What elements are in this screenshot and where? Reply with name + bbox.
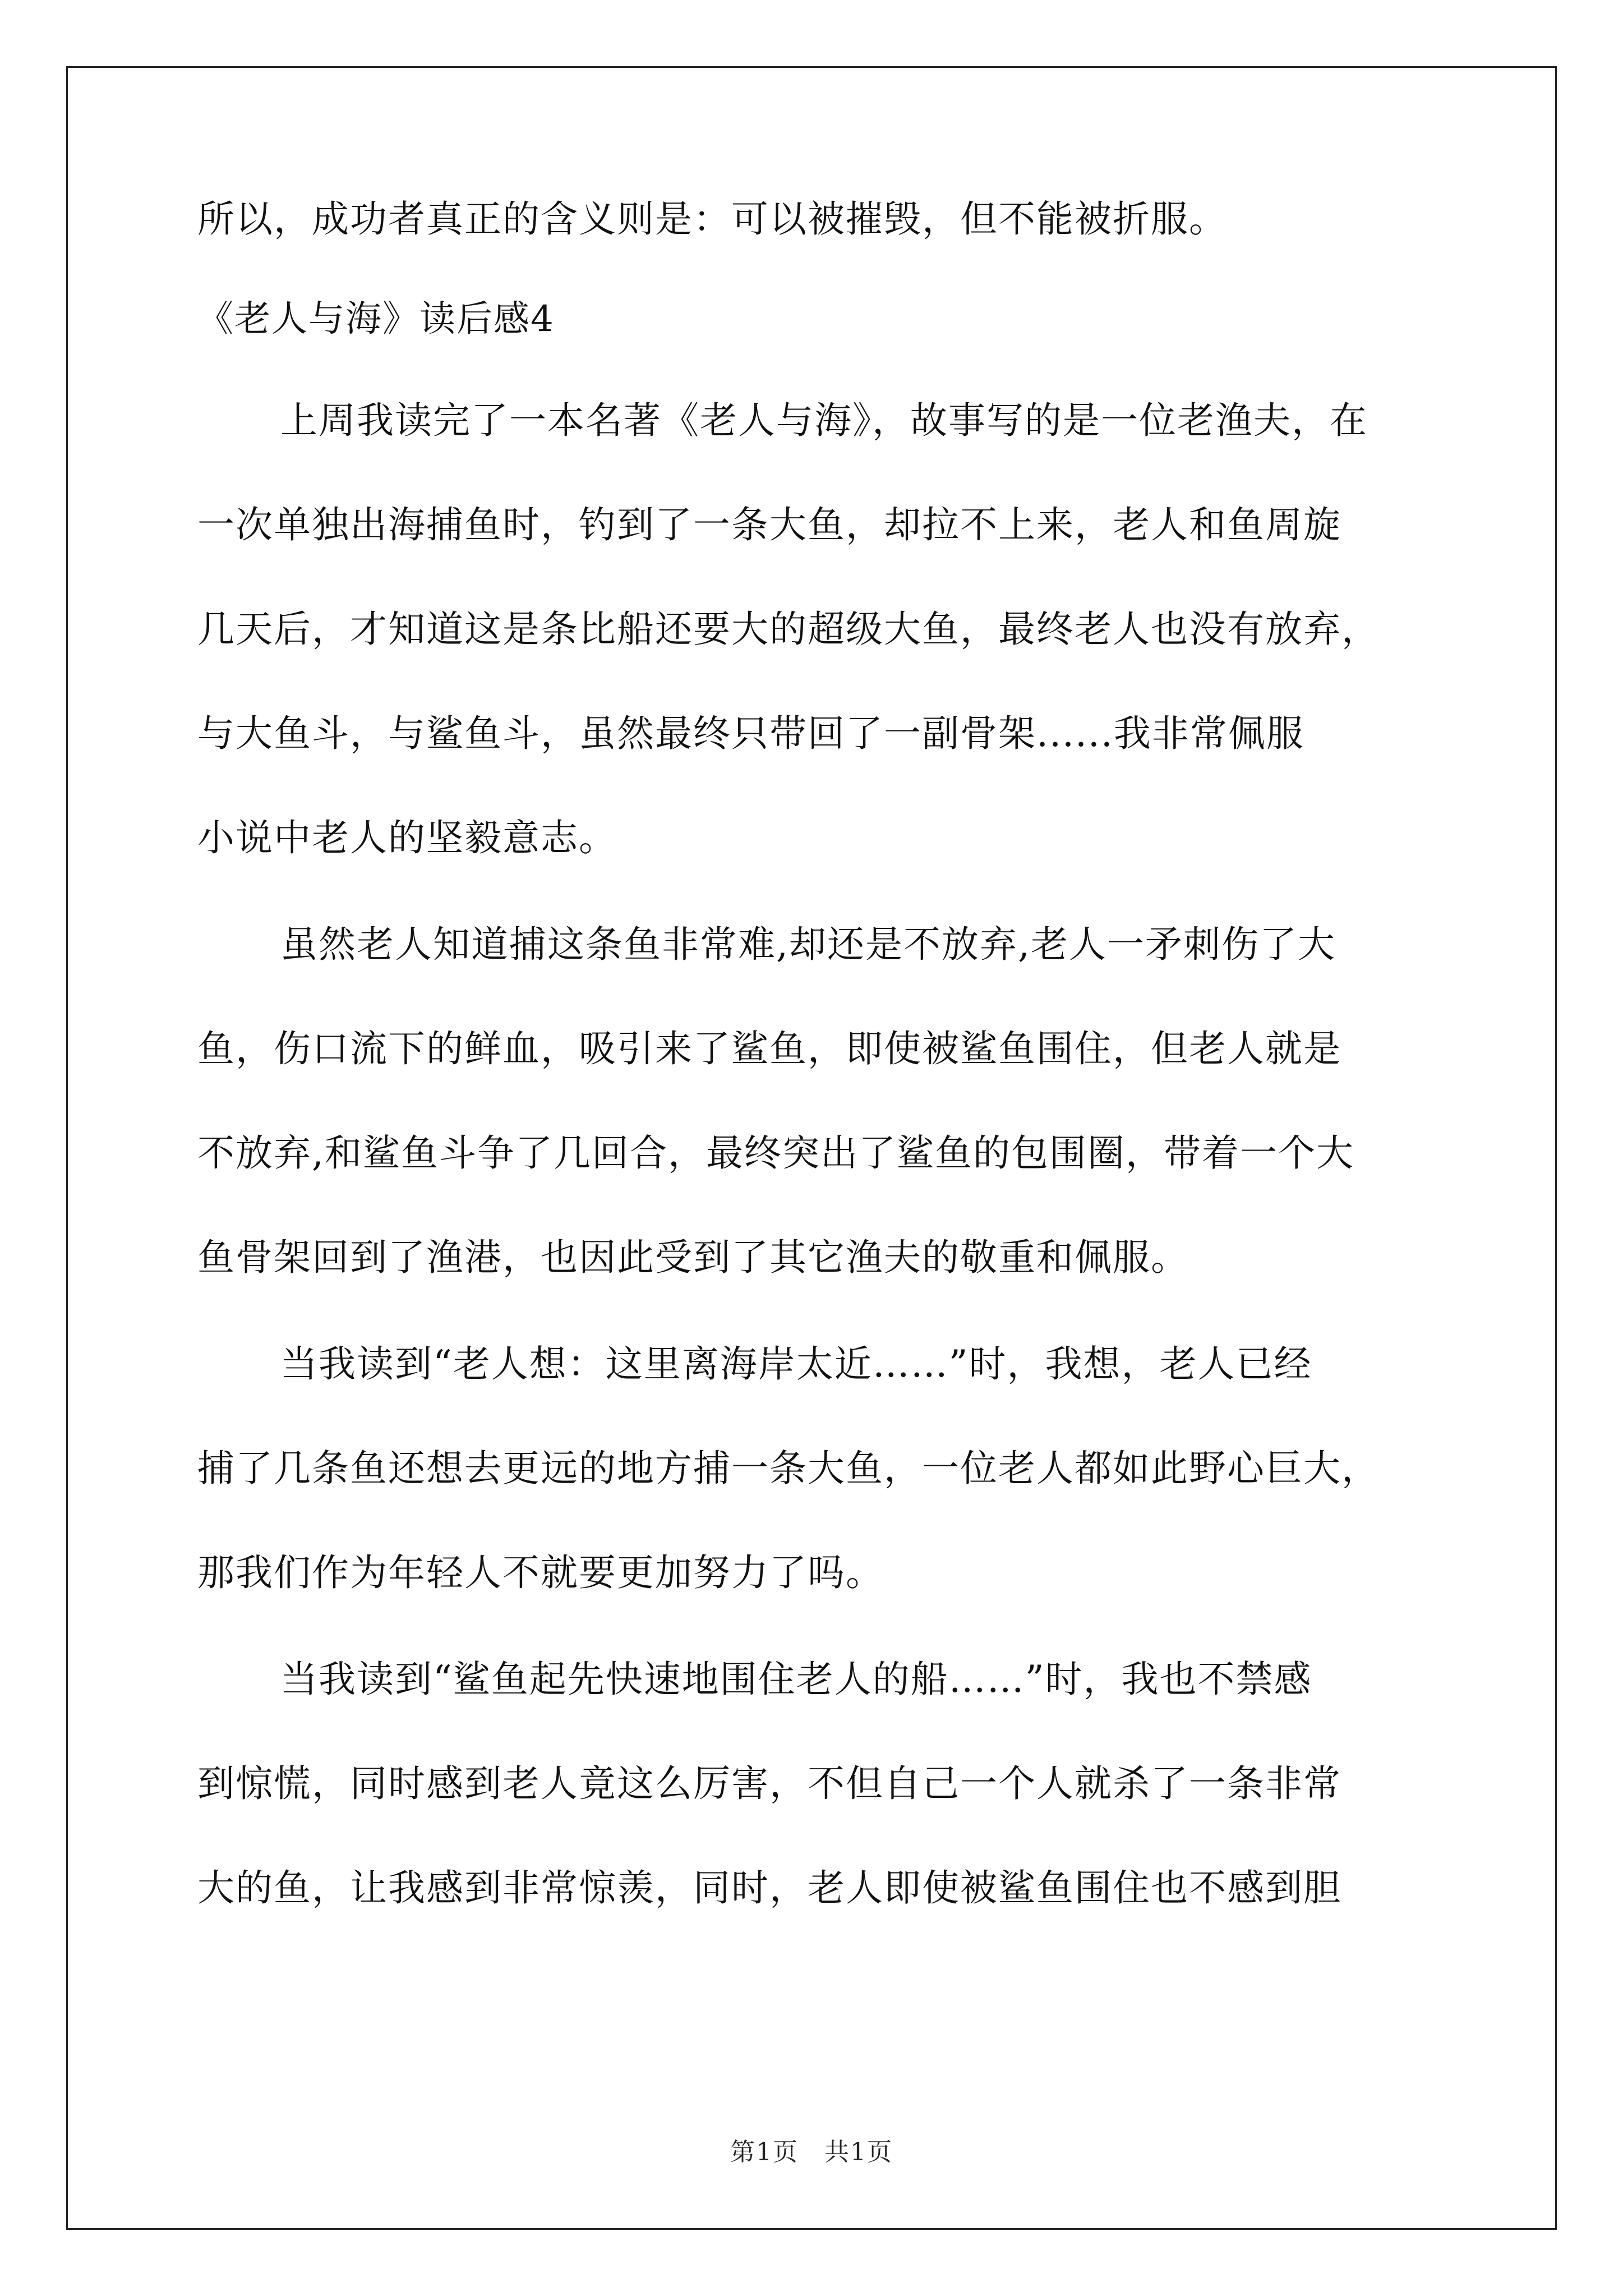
section-heading: 《老人与海》读后感4: [197, 298, 555, 340]
document-body: [197, 195, 1437, 1912]
paragraph-line: 一次单独出海捕鱼时，钓到了一条大鱼，却拉不上来，老人和鱼周旋: [197, 503, 1341, 546]
paragraph-line: 捕了几条鱼还想去更远的地方捕一条大鱼，一位老人都如此野心巨大，: [197, 1447, 1380, 1490]
paragraph-line: 虽然老人知道捕这条鱼非常难,却还是不放弃,老人一矛刺伤了大: [280, 923, 1336, 966]
paragraph-line: 鱼骨架回到了渔港，也因此受到了其它渔夫的敬重和佩服。: [197, 1236, 1189, 1279]
paragraph-line: 当我读到“鲨鱼起先快速地围住老人的船……”时，我也不禁感: [280, 1658, 1312, 1701]
paragraph-line: 大的鱼，让我感到非常惊羡，同时，老人即使被鲨鱼围住也不感到胆: [197, 1866, 1341, 1910]
paragraph-line: 上周我读完了一本名著《老人与海》，故事写的是一位老渔夫，在: [280, 399, 1368, 442]
paragraph-line: 小说中老人的坚毅意志。: [197, 816, 617, 859]
paragraph-line: 鱼，伤口流下的鲜血，吸引来了鲨鱼，即使被鲨鱼围住，但老人就是: [197, 1027, 1341, 1070]
paragraph-line: 所以，成功者真正的含义则是：可以被摧毁，但不能被折服。: [197, 197, 1227, 241]
paragraph-line: 到惊慌，同时感到老人竟这么厉害，不但自己一个人就杀了一条非常: [197, 1762, 1341, 1805]
paragraph-line: 那我们作为年轻人不就要更加努力了吗。: [197, 1551, 884, 1594]
paragraph-line: 当我读到“老人想：这里离海岸太近……”时，我想，老人已经: [280, 1342, 1312, 1386]
paragraph-line: 不放弃,和鲨鱼斗争了几回合，最终突出了鲨鱼的包围圈，带着一个大: [197, 1131, 1354, 1175]
paragraph-line: 与大鱼斗，与鲨鱼斗，虽然最终只带回了一副骨架......我非常佩服: [197, 712, 1304, 755]
page-footer: 第1页 共1页: [730, 2138, 893, 2166]
paragraph-line: 几天后，才知道这是条比船还要大的超级大鱼，最终老人也没有放弃，: [197, 608, 1380, 651]
